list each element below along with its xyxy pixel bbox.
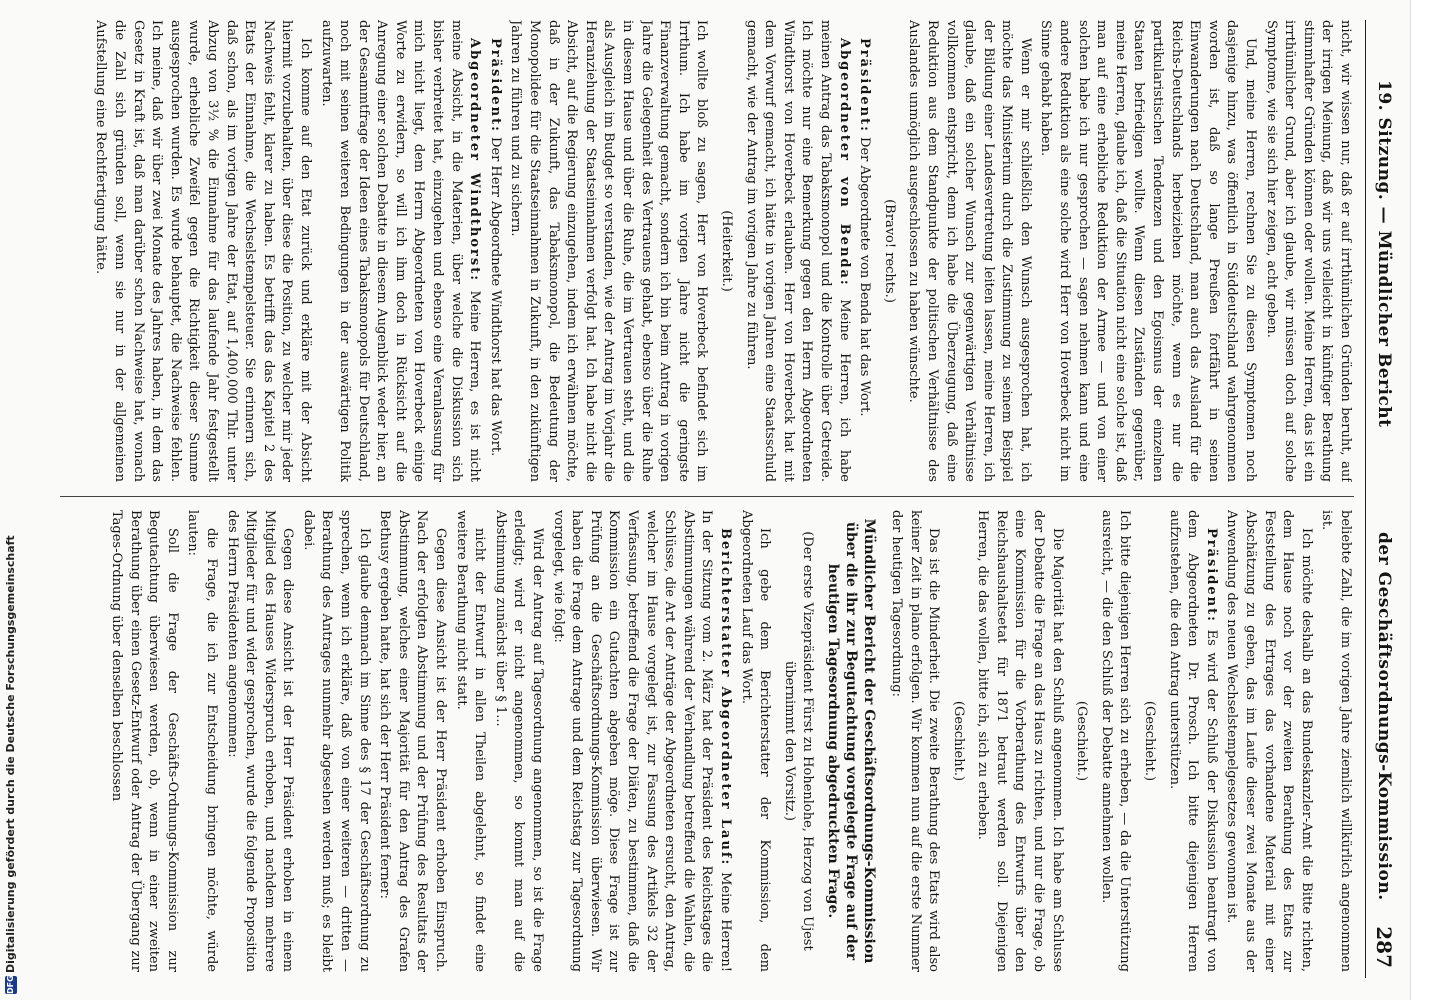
speaker-name: Abgeordneter Windthorst: bbox=[467, 38, 483, 282]
speech-paragraph bbox=[741, 20, 853, 482]
dfg-footer bbox=[4, 0, 20, 1000]
speech-paragraph bbox=[1164, 510, 1220, 972]
speech-text: Der Abgeordnete von Benda hat das Wort. bbox=[857, 132, 873, 417]
body-paragraph: nicht, wir wissen nur, daß er auf irrthümlichen Gründen beruht, auf der irrigen Meinung, daß wir uns vielleicht in künftiger Berathung stimmhafter Gründen können oder wollen. Meine Herren, das ist ein irrthümlicher Grund, aber ich glaube, wir müssen doch auf solche Symptome, wie sie sich hier zeigen, acht geben. bbox=[1263, 20, 1353, 482]
body-paragraph: Und, meine Herren, rechnen Sie zu diesen Symptomen noch dasjenige hinzu, was öffentlich in Süddeutschland wahrgenommen worden ist, daß so lange Preußen fortfährt in seinen Einwanderungen nach Deutschland, man auch das Ausland für die Reichs-Deutschlands herbeiziehen möchte, wenn es nur die partikularistischen Tendenzen und den Egoismus der einzelnen Staaten befriedigen wollte. Wenn diesen Zuständen gegenüber, meine Herren, glaube ich, daß die Situation nicht eine solche ist, daß man auf eine erhebliche Reduktion der Armee — und von einer solchen habe ich nur gesprochen — sagen nehmen kann und eine andere Reduktion als eine solche wird Herr von Hoverbeck nicht im Sinne gehabt haben. bbox=[1038, 20, 1259, 482]
speaker-name: Abgeordneter von Benda: bbox=[836, 38, 852, 287]
body-paragraph: Soll die Frage der Geschäfts-Ordnungs-Kommission zur Begutachtung überwiesen werden, ob, wenn in einer zweiten Berathung über einen Gesetz-Entwurf oder Antrag der Übergang zur Tages-Ordnung über denselben beschlossen bbox=[108, 510, 180, 972]
column-divider bbox=[60, 496, 1354, 497]
body-paragraph: die Frage, die ich zur Entscheidung bringen möchte, würde lauten: bbox=[185, 510, 219, 972]
stage-direction: (Geschieht.) bbox=[1074, 700, 1090, 782]
running-header bbox=[1365, 20, 1402, 978]
body-paragraph: Ich wollte bloß zu sagen, Herr von Hoverbeck befindet sich im Irrthum. Ich habe im vorigen Jahre nicht die geringste Finanzverwaltung gemacht, sondern ich bin beim Antrag in vorigen Jahre die Gelegenheit des Vertrauens gehabt, ebenso über die Ruhe in diesem Hause und über die Ruhe, die im Vertrauen steht, und die als Ausgleich im Budget so verstanden, wie der Antrag im Vorjahr die Heranziehung der Staatseinnahmen verfolgt hat. Ich habe nicht die Absicht, auf die Regierung einzugehen, indem ich erwähnen möchte, daß in der Zukunft, das Tabaksmonopol, die Bedeutung der Monopolidee für die Staatseinnahmen in Zukunft, in den zukünftigen Jahren zu führen und zu sichern. bbox=[508, 20, 710, 482]
stage-direction: (Geschieht.) bbox=[1142, 700, 1158, 782]
stage-direction: (Geschieht.) bbox=[950, 700, 966, 782]
speaker-name: Präsident: bbox=[487, 38, 503, 133]
section-heading: Mündlicher Bericht der Geschäftsordnungs-Kommission über die ihr zur Begutachtung vorgelegte Frage auf der heutigen Tagesordnung abgedruckten Frage. bbox=[825, 518, 878, 964]
body-paragraph: Die Majorität hat den Schluß angenommen. Ich habe am Schlusse der Debatte die Frage an das Haus zu richten, und nur die Frage, ob eine Kommission für die Vorberathung des Entwurfs über den Reichshaushaltsetat für 1871 betraut werden soll. Diejenigen Herren, die das wollen, bitte ich, sich zu erheben. bbox=[975, 510, 1065, 972]
right-column bbox=[60, 510, 1354, 972]
stage-direction: (Heiterkeit.) bbox=[719, 210, 734, 292]
body-paragraph: Wird der Antrag auf Tagesordnung angenommen, so ist die Frage erledigt; wird er nicht angenommen, so kommt man auf die Abstimmung zunächst über § 1... bbox=[492, 510, 546, 972]
body-paragraph: Das ist die Minderheit. Die zweite Berathung des Etats wird also keiner Zeit in plano erfolgen. Wir kommen nun auf die erste Nummer der heutigen Tagesordnung: bbox=[888, 510, 942, 972]
speech-text: Der Herr Abgeordnete Windthorst hat das Wort. bbox=[487, 132, 503, 457]
speech-paragraph bbox=[316, 20, 483, 482]
body-paragraph: Wenn er mir schließlich den Wunsch ausgesprochen hat, ich möchte das Ministerium durch die Zustimmung zu seinem Beispiel der Bildung einer Landesvertretung leiten lassen, meine Herren, ich glaube, daß ein solcher Wunsch zur gegenwärtigen Verhältnisse vollkommen entspricht, denn ich habe die Überzeugung, daß eine Reduktion aus dem Standpunkte der politischen Verhältnisse des Auslandes unmöglich ausgeschlossen zu haben wünschte. bbox=[906, 20, 1033, 482]
speech-text: Es wird der Schluß der Diskussion beantragt von dem Abgeordneten Dr. Prosch. Ich bitte diejenigen Herren aufzustehen, die den Antrag unterstützen. bbox=[1166, 510, 1219, 972]
header-right-title: der Geschäftsordnungs-Kommission. bbox=[1374, 532, 1394, 901]
speech-text: Meine Herren, es ist nicht meine Absicht, in die Materien, über welche die Diskussion sich bisher verbreitet hat, einzugehen und ebenso eine Veranlassung für mich nicht liegt, dem Herrn Abgeordneten von Hoverbeck einige Worte zu erwidern, so will ich ihm doch in Rücksicht auf die Anregung einer solchen Debatte in diesem Augenblick weder hier, an der Gesammtfrage der Ideen eines Tabaksmonopols für Deutschland, noch mit seinen weiteren Bedingungen in der auswärtigen Politik aufzuwarten. bbox=[318, 20, 483, 482]
body-paragraph: Gegen diese Ansicht ist der Herr Präsident erhoben in einem Mitglied des Hauses Widerspruch erhoben, und nachdem mehrere Mitglieder für und wider gesprochen, wurde die folgende Proposition des Herrn Präsidenten angenommen: bbox=[224, 510, 296, 972]
stage-direction: (Bravo! rechts.) bbox=[881, 199, 897, 303]
body-paragraph: Ich bitte diejenigen Herren sich zu erheben, — da die Unterstützung ausreicht, — die den Schluß der Debatte annehmen wollen. bbox=[1098, 510, 1133, 972]
body-paragraph: Ich komme auf den Etat zurück und erkläre mit der Absicht hiermit vorzubehalten, über diese die Position, zu welcher mir jeder Nachweis fehlt, klarer zu haben. Es betrifft das das Kapitel 2 des Etats der Einnahme, die Wechselstempelsteuer. Sie erinnern sich, daß schon, als im vorigen Jahre der Etat, auf 1,400,000 Thlr. unter Abzug von 3½ % die Einnahme für das laufende Jahr festgestellt wurde, erhebliche Zweifel gegen die Richtigkeit dieser Summe ausgesprochen wurden. Es wurde behauptet, die Nachweise fehlen. Ich meine, daß wir über zwei Monate des Jahres haben, in dem das Gesetz in Kraft ist, daß man darüber schon Nachweise hat, wonach die Zahl sich gründen soll, wenn sie nur in der allgemeinen Aufstellung eine Rechtfertigung hätte. bbox=[93, 20, 313, 482]
speech-paragraph bbox=[548, 510, 734, 972]
speaker-name: Präsident: bbox=[1203, 528, 1219, 623]
body-paragraph: Gegen diese Ansicht ist der Herr Präsident erhoben Einspruch. Nach der erfolgten Abstimmung und der Prüfung des Resultats der Abstimmung, welches einer Majorität für den Antrag des Grafen Bethusy ergeben hatte, hat sich der Herr Präsident ferner: bbox=[377, 510, 449, 972]
speech-paragraph bbox=[855, 20, 874, 482]
body-paragraph: Ich möchte deshalb an das Bundeskanzler-Amt die Bitte richten, dem Hause noch vor der zweiten Berathung des Etats zur Feststellung des Ertrages das vorhandene Material mit einer Abschätzung zu geben, das im Laufe dieser zwei Monate aus der Anwendung des neuen Wechselstempelgesetzes gewonnen ist. bbox=[1224, 510, 1314, 972]
speech-paragraph bbox=[485, 20, 504, 482]
speech-text: Meine Herren, ich habe meinen Antrag das Tabaksmonopol und die Kontrolle über Getreide. Ich möchte nur eine Bemerkung gegen den Herrn Abgeordneten Windthorst von Hoverbeck erlauben. Herr von Hoverbeck hat mit dem Vorwurf gemacht, ich hätte in vorigen Jahren eine Staatsschuld gemacht, wie der Antrag im vorigen Jahre zu führen. bbox=[743, 20, 852, 482]
footer-wrapper bbox=[4, 0, 20, 1000]
page-number: 287 bbox=[1372, 926, 1396, 968]
footer-text: Digitalisierung gefördert durch die Deutsche Forschungsgemeinschaft bbox=[4, 535, 17, 973]
scan-edge bbox=[1410, 0, 1432, 1000]
speaker-name: Berichterstatter Abgeordneter Lauf: bbox=[717, 528, 733, 867]
stage-direction: (Der erste Vizepräsident Fürst zu Hohenlohe, Herzog von Ujest übernimmt den Vorsitz.) bbox=[781, 531, 816, 951]
speaker-name: Präsident: bbox=[857, 38, 873, 133]
body-paragraph: beliebte Zahl, die im vorigen Jahre ziemlich willkürlich angenommen ist. bbox=[1319, 510, 1353, 972]
dfg-logo: DFG bbox=[6, 975, 15, 994]
body-paragraph: Ich gebe dem Berichterstatter der Kommission, dem Abgeordneten Lauf das Wort. bbox=[738, 510, 773, 972]
header-left-title: 19. Sitzung. — Mündlicher Bericht bbox=[1374, 80, 1394, 428]
left-column bbox=[60, 20, 1354, 482]
body-paragraph: Ich glaube demnach im Sinne des § 17 der Geschäftsordnung zu sprechen, wenn ich erkläre, daß von einer weiteren — dritten — Berathung des Antrages nunmehr abgesehen werden muß; es bleibt dabei. bbox=[300, 510, 372, 972]
speech-text: Meine Herren! In der Sitzung vom 2. März hat der Präsident des Reichstages die Abstimmungen während der Verhandlung betreffend die Wahlen, die Schlüsse, die Art der Anträge der Abgeordneten ersucht, den Antrag, welcher im Hause vorgelegt ist, zur Fassung des Artikels 32 der Verfassung, betreffend die Frage der Diäten, zu bestimmen, daß die Kommission ein Gutachten abgeben möge. Diese Frage ist zur Prüfung an die Geschäftsordnungs-Kommission überwiesen. Wir haben die Frage dem Antrage und dem Reichstag zur Tagesordnung vorgelegt, wie folgt: bbox=[550, 510, 733, 972]
body-paragraph: nicht der Entwurf in allen Theilen abgelehnt, so findet eine weitere Berathung nicht statt. bbox=[453, 510, 488, 972]
